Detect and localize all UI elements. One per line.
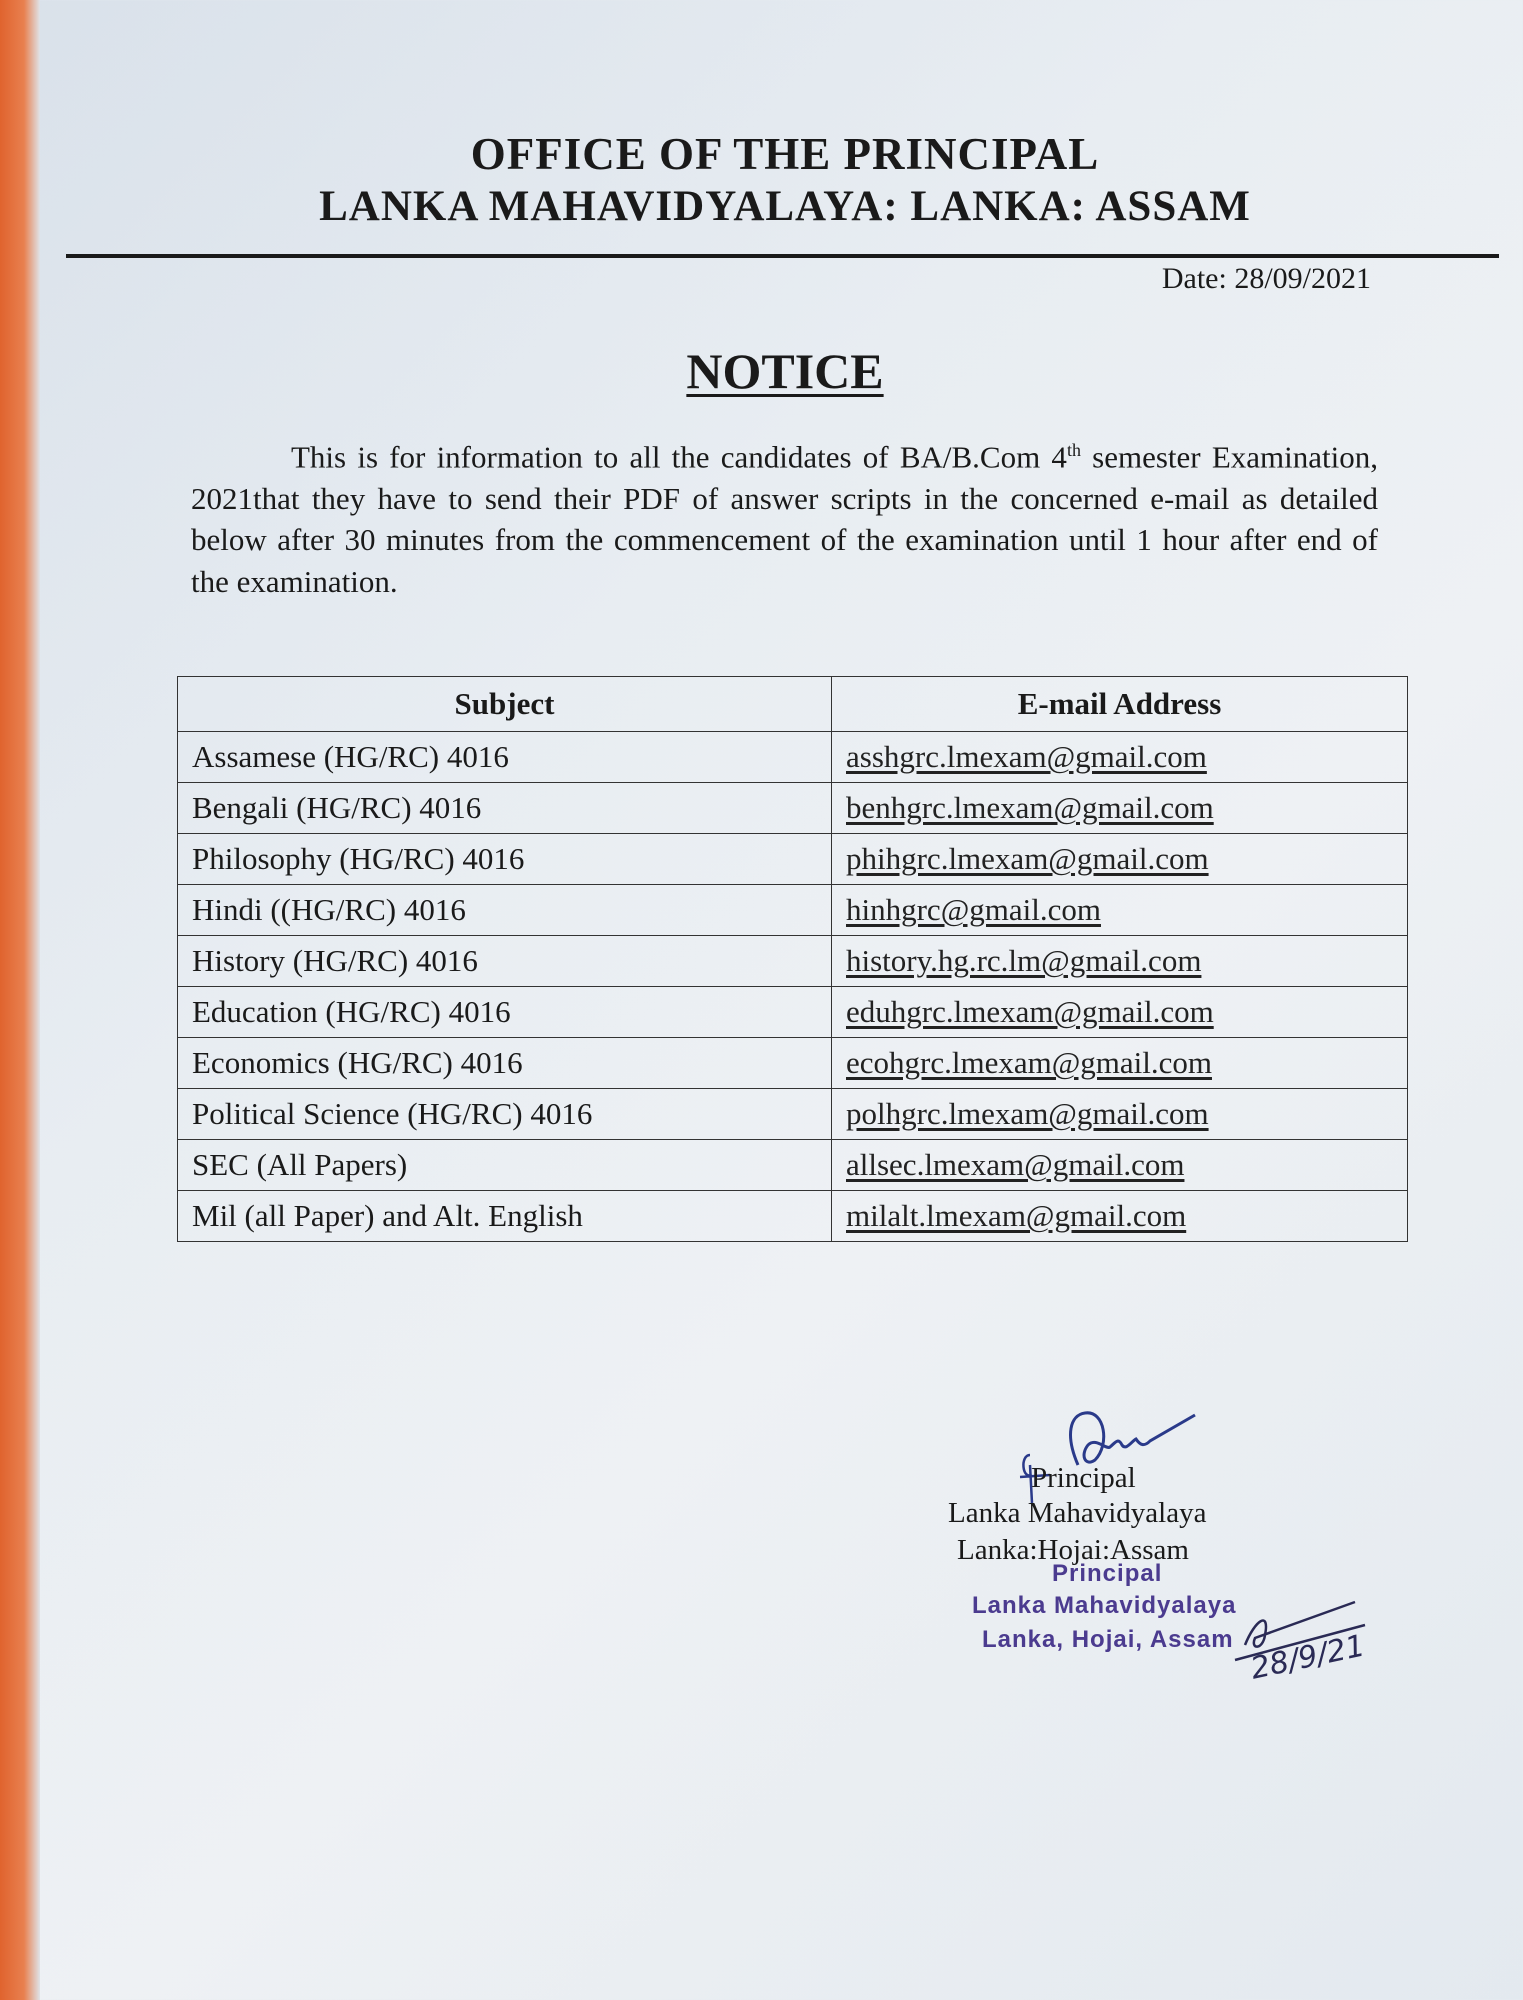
subject-cell: SEC (All Papers) xyxy=(178,1140,832,1191)
subject-cell: History (HG/RC) 4016 xyxy=(178,936,832,987)
ordinal-suffix: th xyxy=(1066,440,1081,460)
email-link[interactable]: asshgrc.lmexam@gmail.com xyxy=(832,732,1408,783)
office-heading: OFFICE OF THE PRINCIPAL xyxy=(470,129,1100,179)
email-link[interactable]: history.hg.rc.lm@gmail.com xyxy=(832,936,1408,987)
notice-date: Date: 28/09/2021 xyxy=(1161,262,1371,295)
subject-cell: Philosophy (HG/RC) 4016 xyxy=(178,834,832,885)
header-divider xyxy=(66,254,1499,258)
signatory-address: Lanka:Hojai:Assam xyxy=(957,1534,1189,1566)
email-link[interactable]: benhgrc.lmexam@gmail.com xyxy=(832,783,1408,834)
desk-background-edge xyxy=(0,0,40,2000)
subject-cell: Bengali (HG/RC) 4016 xyxy=(178,783,832,834)
notice-title: NOTICE xyxy=(686,343,884,399)
notice-body xyxy=(191,430,1378,602)
email-link[interactable]: allsec.lmexam@gmail.com xyxy=(832,1140,1408,1191)
table-header-row xyxy=(178,677,1408,732)
table-row xyxy=(178,1191,1408,1242)
signatory-college: Lanka Mahavidyalaya xyxy=(948,1497,1207,1529)
table-row xyxy=(178,1038,1408,1089)
table-row xyxy=(178,732,1408,783)
body-text-continued: semester Examination, 2021that they have to send their PDF of answer scripts in the concerned e-mail as detailed below after 30 minutes from the commencement of the examination until 1 hour after end of the examination. xyxy=(191,439,1378,599)
table-row xyxy=(178,1089,1408,1140)
email-link[interactable]: eduhgrc.lmexam@gmail.com xyxy=(832,987,1408,1038)
email-table xyxy=(177,676,1408,1242)
subject-cell: Assamese (HG/RC) 4016 xyxy=(178,732,832,783)
email-link[interactable]: polhgrc.lmexam@gmail.com xyxy=(832,1089,1408,1140)
subject-cell: Political Science (HG/RC) 4016 xyxy=(178,1089,832,1140)
table-row xyxy=(178,1140,1408,1191)
stamp-college: Lanka Mahavidyalaya xyxy=(972,1592,1237,1619)
table-row xyxy=(178,987,1408,1038)
college-heading: LANKA MAHAVIDYALAYA: LANKA: ASSAM xyxy=(319,183,1251,230)
table-row xyxy=(178,936,1408,987)
handwritten-date: 28/9/21 xyxy=(1247,1628,1369,1687)
subject-cell: Economics (HG/RC) 4016 xyxy=(178,1038,832,1089)
table-row xyxy=(178,783,1408,834)
subject-cell: Mil (all Paper) and Alt. English xyxy=(178,1191,832,1242)
subject-cell: Hindi ((HG/RC) 4016 xyxy=(178,885,832,936)
table-row xyxy=(178,885,1408,936)
stamp-title: Principal xyxy=(1052,1560,1163,1587)
subject-column-header: Subject xyxy=(178,677,832,732)
email-column-header: E-mail Address xyxy=(832,677,1408,732)
body-text: This is for information to all the candidates of BA/B.Com 4 xyxy=(291,439,1067,475)
email-link[interactable]: ecohgrc.lmexam@gmail.com xyxy=(832,1038,1408,1089)
email-link[interactable]: phihgrc.lmexam@gmail.com xyxy=(832,834,1408,885)
subject-cell: Education (HG/RC) 4016 xyxy=(178,987,832,1038)
email-link[interactable]: hinhgrc@gmail.com xyxy=(832,885,1408,936)
email-link[interactable]: milalt.lmexam@gmail.com xyxy=(832,1191,1408,1242)
table-row xyxy=(178,834,1408,885)
stamp-address: Lanka, Hojai, Assam xyxy=(982,1626,1234,1653)
signatory-title: Principal xyxy=(1031,1462,1136,1494)
